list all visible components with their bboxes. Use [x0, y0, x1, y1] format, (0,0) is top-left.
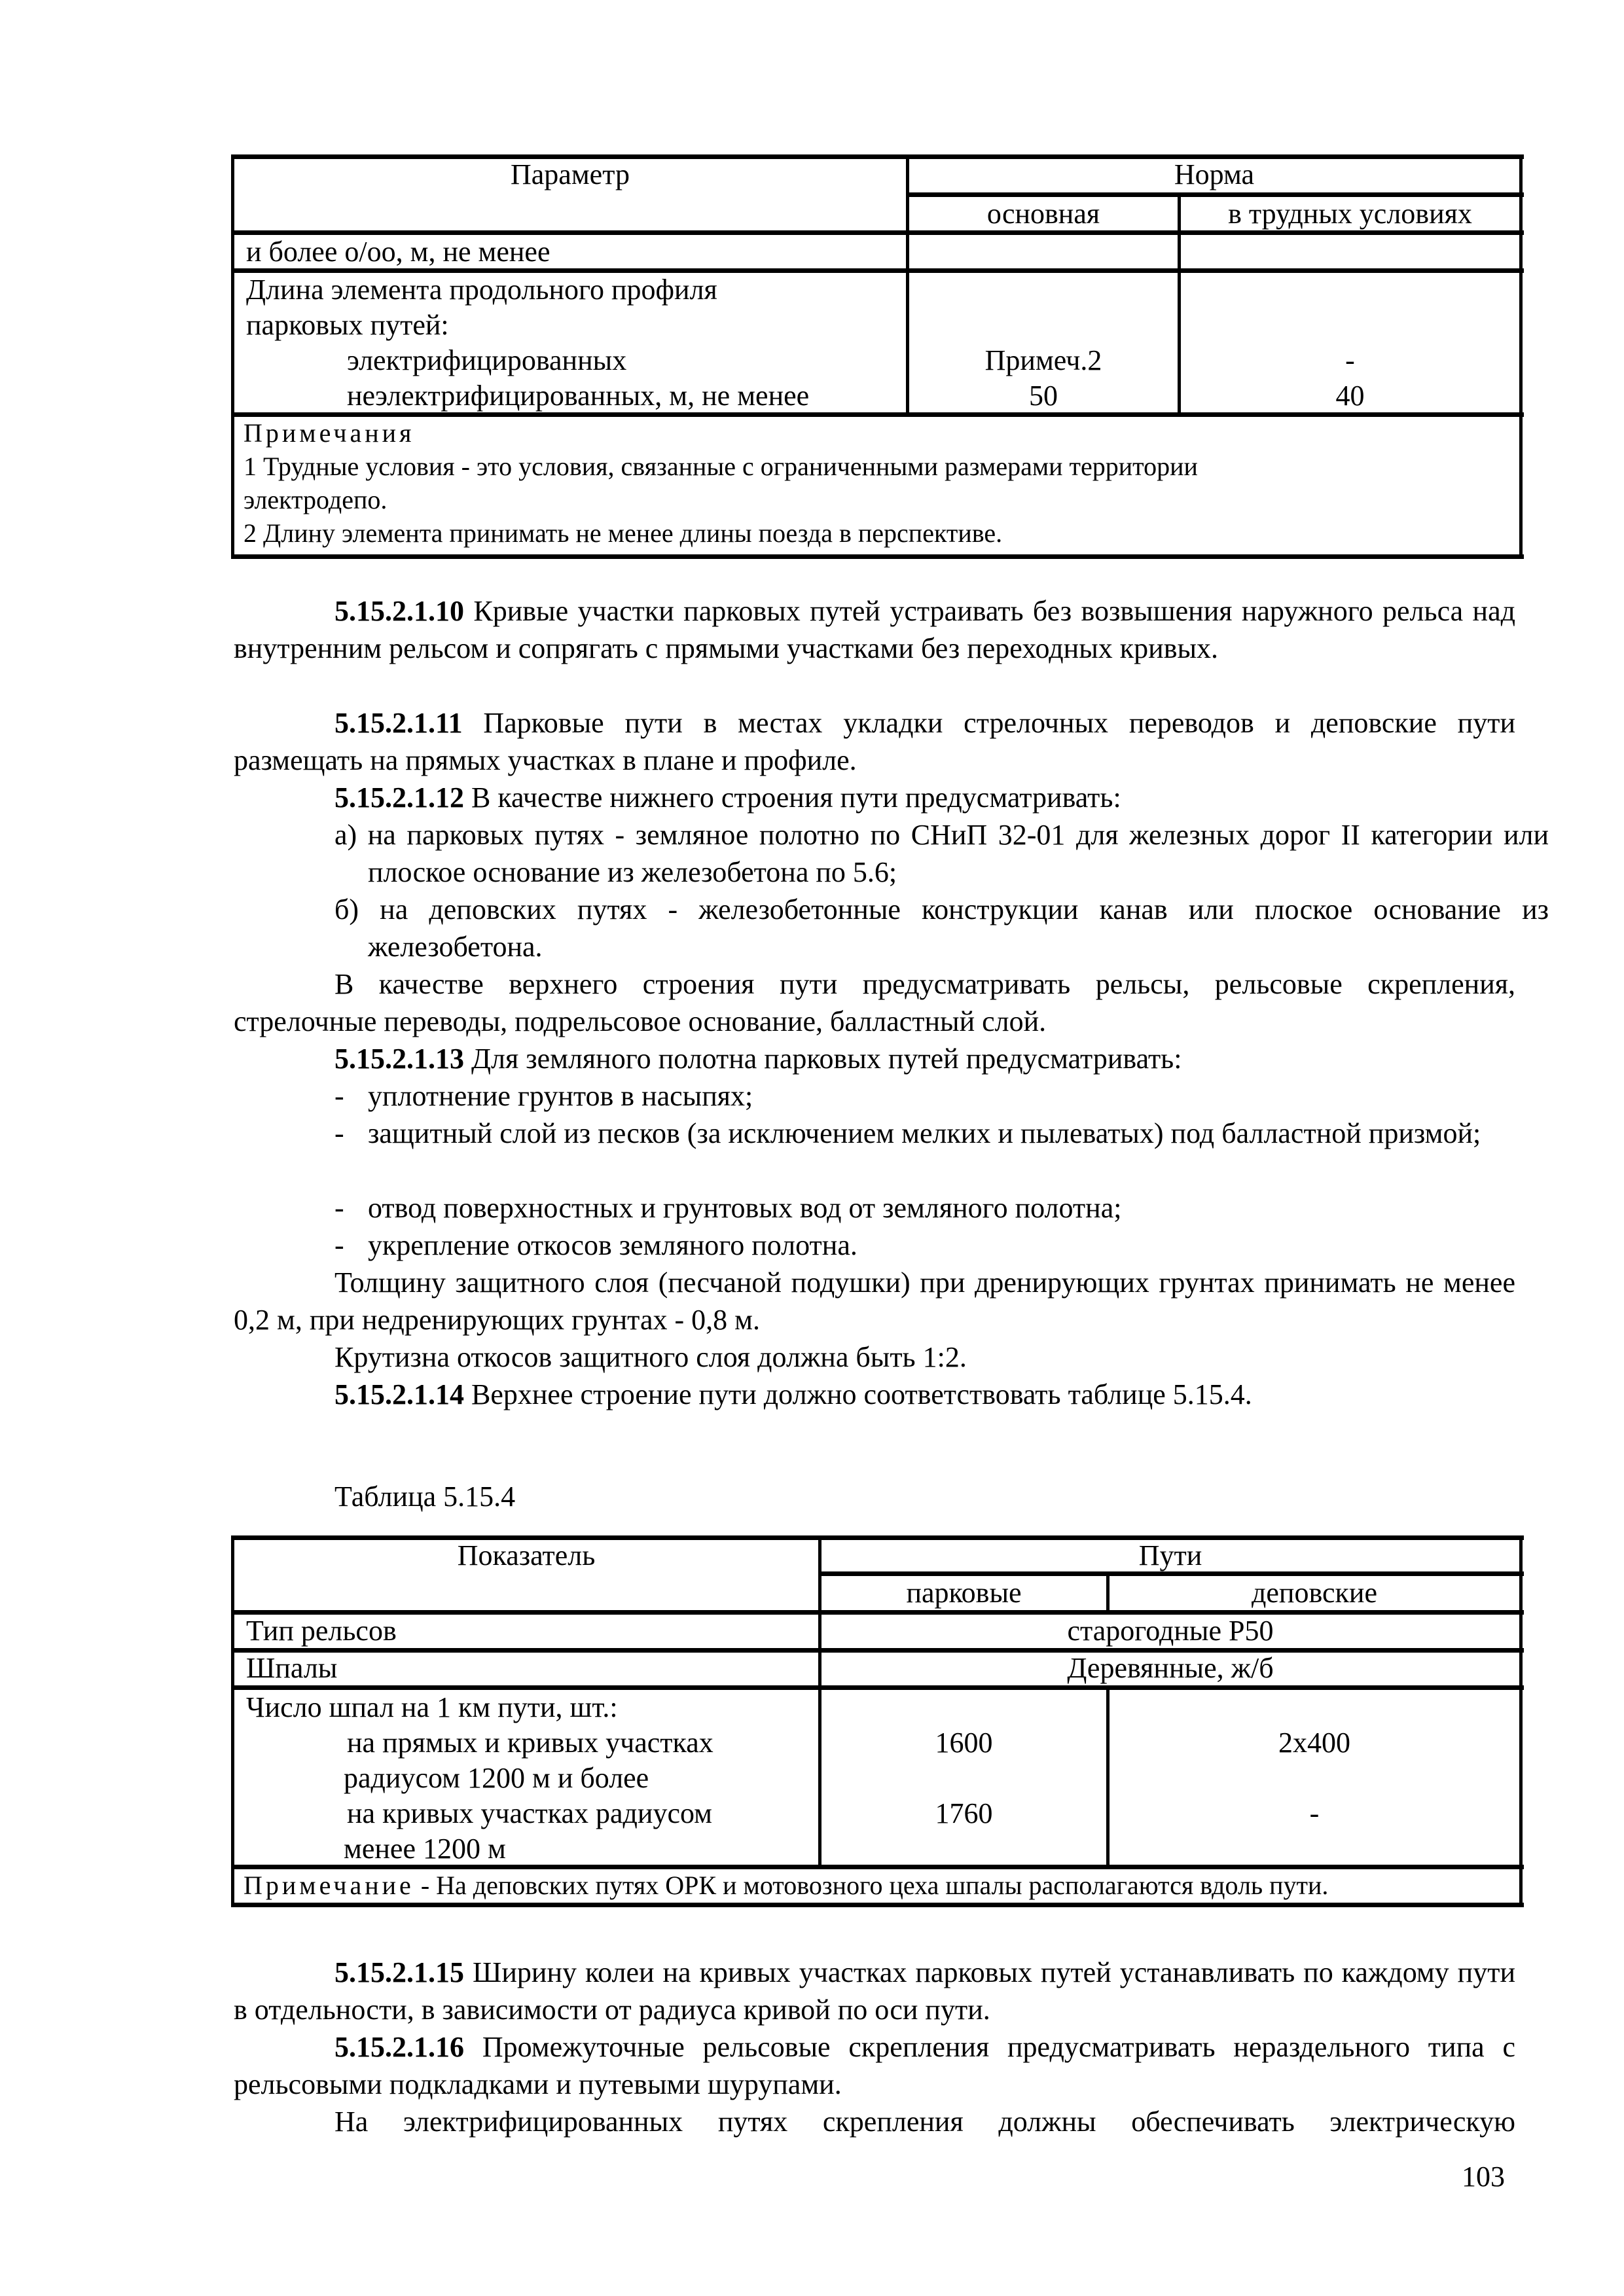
- paragraph-5-15-2-1-14: [234, 1376, 1515, 1413]
- paragraph-layer-thickness: Толщину защитного слоя (песчаной подушки) при дренирующих грунтах принимать не менее 0,2 м, при недренирующих грунтах - 0,8 м.: [234, 1266, 1515, 1336]
- table-cell-param: парковых путей:: [246, 309, 449, 341]
- note-text: - На деповских путях ОРК и мотовозного цеха шпалы располагаются вдоль пути.: [414, 1871, 1329, 1900]
- clause-text: Кривые участки парковых путей устраивать без возвышения наружного рельса над внутренним рельсом и сопрягать с прямыми участками без переходных кривых.: [234, 595, 1515, 664]
- table-border: [231, 1903, 1524, 1907]
- table-cell-param: Длина элемента продольного профиля: [246, 274, 717, 306]
- table-border: [231, 1535, 234, 1907]
- column-header-norm: Норма: [1174, 158, 1255, 190]
- list-item: отвод поверхностных и грунтовых вод от земляного полотна;: [368, 1192, 1122, 1224]
- clause-number: 5.15.2.1.16: [334, 2031, 464, 2063]
- table-border: [1519, 1535, 1523, 1907]
- table-cell-label: Шпалы: [246, 1652, 338, 1684]
- table-cell-value: 50: [1029, 380, 1058, 412]
- bullet-dash: -: [334, 1080, 344, 1112]
- bullet-dash: -: [334, 1229, 344, 1261]
- table-border: [231, 554, 1524, 559]
- list-item-a: а) на парковых путях - земляное полотно по СНиП 32-01 для железных дорог II категории или плоское основание из железобетона по 5.6;: [334, 819, 1549, 888]
- table-cell-label: Число шпал на 1 км пути, шт.:: [246, 1691, 618, 1723]
- table-cell-label: Тип рельсов: [246, 1615, 397, 1647]
- clause-number: 5.15.2.1.11: [334, 707, 463, 739]
- table-cell-sublabel: на прямых и кривых участках: [347, 1727, 713, 1759]
- paragraph-5-15-2-1-13: [234, 1040, 1515, 1077]
- note-line: 2 Длину элемента принимать не менее длины поезда в перспективе.: [244, 518, 1003, 548]
- table-cell-param: и более о/оо, м, не менее: [246, 236, 550, 268]
- clause-text: Парковые пути в местах укладки стрелочных переводов и деповские пути размещать на прямых участках в плане и профиле.: [234, 707, 1515, 776]
- table-border: [1106, 1685, 1110, 1868]
- column-header-depot: деповские: [1252, 1577, 1377, 1609]
- note-line: 1 Трудные условия - это условия, связанные с ограниченными размерами территории: [244, 452, 1198, 481]
- column-header-difficult: в трудных условиях: [1228, 198, 1472, 230]
- paragraph-5-15-2-1-12: [234, 779, 1515, 816]
- list-item: защитный слой из песков (за исключением мелких и пылеватых) под балластной призмой;: [368, 1117, 1481, 1149]
- table-border: [231, 154, 234, 559]
- column-header-park: парковые: [906, 1577, 1022, 1609]
- clause-number: 5.15.2.1.14: [334, 1378, 464, 1410]
- table-cell-value: 2х400: [1278, 1727, 1350, 1759]
- clause-text: Ширину колеи на кривых участках парковых путей устанавливать по каждому пути в отдельности, в зависимости от радиуса кривой по оси пути.: [234, 1956, 1515, 2026]
- table-border: [1519, 154, 1523, 559]
- table-cell-value: -: [1345, 344, 1355, 376]
- table-cell-sublabel: электрифицированных: [347, 344, 627, 376]
- table-cell-value: 40: [1335, 380, 1365, 412]
- paragraph-5-15-2-1-10: [234, 592, 1515, 667]
- bullet-dash: -: [334, 1192, 344, 1224]
- list-item-b: б) на деповских путях - железобетонные конструкции канав или плоское основание из железобетона.: [334, 893, 1549, 963]
- paragraph-electric-fastenings: На электрифицированных путях скрепления должны обеспечивать электрическую: [334, 2106, 1515, 2138]
- clause-text: Промежуточные рельсовые скрепления предусматривать нераздельного типа с рельсовыми подкладками и путевыми шурупами.: [234, 2031, 1515, 2100]
- clause-text: Верхнее строение пути должно соответствовать таблице 5.15.4.: [464, 1378, 1252, 1410]
- table-note: [244, 1871, 1328, 1901]
- table-cell-value: 1760: [935, 1797, 993, 1829]
- table-cell-value: старогодные Р50: [1067, 1615, 1274, 1647]
- table-caption: Таблица 5.15.4: [334, 1480, 516, 1513]
- paragraph-5-15-2-1-16: [234, 2028, 1515, 2103]
- paragraph-5-15-2-1-11: [234, 704, 1515, 779]
- table-cell-value: Примеч.2: [984, 344, 1102, 376]
- paragraph-upper-structure: В качестве верхнего строения пути предусматривать рельсы, рельсовые скрепления, стрелочные переводы, подрельсовое основание, балластный слой.: [234, 968, 1515, 1037]
- list-item: уплотнение грунтов в насыпях;: [368, 1080, 753, 1112]
- table-cell-value: Деревянные, ж/б: [1067, 1652, 1274, 1684]
- column-header-tracks: Пути: [1138, 1539, 1202, 1571]
- clause-number: 5.15.2.1.15: [334, 1956, 464, 1988]
- note-label: Примечание: [244, 1871, 414, 1900]
- bullet-dash: -: [334, 1117, 344, 1149]
- paragraph-slope: Крутизна откосов защитного слоя должна быть 1:2.: [334, 1341, 967, 1373]
- column-header-parameter: Параметр: [511, 158, 630, 190]
- clause-text: Для земляного полотна парковых путей предусматривать:: [464, 1043, 1182, 1075]
- clause-number: 5.15.2.1.10: [334, 595, 464, 627]
- table-cell-sublabel: неэлектрифицированных, м, не менее: [347, 380, 810, 412]
- table-cell-sublabel: радиусом 1200 м и более: [344, 1762, 649, 1794]
- table-cell-value: 1600: [935, 1727, 993, 1759]
- table-cell-sublabel: менее 1200 м: [344, 1833, 506, 1865]
- clause-number: 5.15.2.1.12: [334, 781, 464, 814]
- table-cell-value: -: [1309, 1797, 1320, 1829]
- table-border: [231, 1685, 1524, 1690]
- page-number: 103: [1462, 2161, 1505, 2193]
- clause-text: В качестве нижнего строения пути предусматривать:: [464, 781, 1121, 814]
- list-item: укрепление откосов земляного полотна.: [368, 1229, 857, 1261]
- paragraph-5-15-2-1-15: [234, 1954, 1515, 2028]
- notes-title: Примечания: [244, 418, 415, 448]
- column-header-indicator: Показатель: [457, 1539, 596, 1571]
- clause-number: 5.15.2.1.13: [334, 1043, 464, 1075]
- note-line: электродепо.: [244, 485, 388, 514]
- table-cell-sublabel: на кривых участках радиусом: [347, 1797, 712, 1829]
- column-header-basic: основная: [986, 198, 1100, 230]
